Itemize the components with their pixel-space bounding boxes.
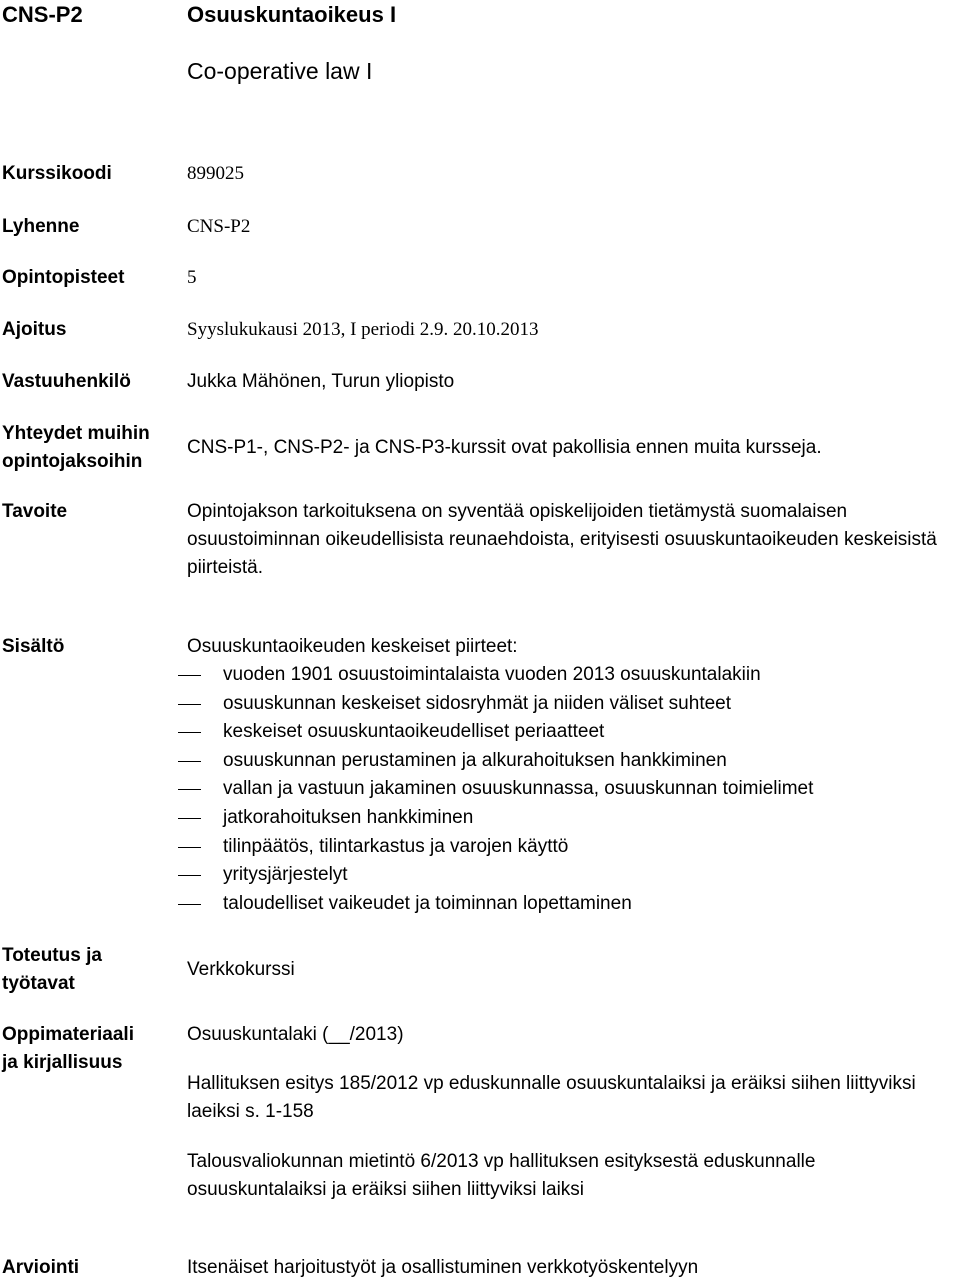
list-item: osuuskunnan keskeiset sidosryhmät ja niiden väliset suhteet — [187, 690, 957, 719]
value-arviointi: Itsenäiset harjoitustyöt ja osallistuminen verkkotyöskentelyyn — [187, 1257, 699, 1278]
list-item: keskeiset osuuskuntaoikeudelliset periaatteet — [187, 718, 957, 747]
dash-bullet-icon — [178, 818, 201, 819]
value-oppimateriaali-law: Osuuskuntalaki (__/2013) — [187, 1024, 404, 1045]
label-arviointi: Arviointi — [2, 1257, 80, 1278]
value-toteutus: Verkkokurssi — [187, 959, 295, 980]
dash-bullet-icon — [178, 875, 201, 876]
label-oppimateriaali-line1: Oppimateriaali — [2, 1024, 134, 1045]
value-oppimateriaali-report: Talousvaliokunnan mietintö 6/2013 vp hallituksen esityksestä eduskunnalle osuuskuntalaiksi ja eräiksi siihen liittyviksi laiksi — [187, 1151, 816, 1200]
label-oppimateriaali-line2: ja kirjallisuus — [2, 1052, 123, 1073]
value-kurssikoodi: 899025 — [187, 163, 244, 184]
course-subtitle: Co-operative law I — [187, 58, 373, 84]
course-code-heading: CNS-P2 — [2, 2, 83, 27]
dash-bullet-icon — [178, 704, 201, 705]
value-oppimateriaali-proposal: Hallituksen esitys 185/2012 vp eduskunnalle osuuskuntalaiksi ja eräiksi siihen liittyviksi laeiksi s. 1-158 — [187, 1073, 916, 1122]
list-item: tilinpäätös, tilintarkastus ja varojen käyttö — [187, 833, 957, 862]
dash-bullet-icon — [178, 904, 201, 905]
label-kurssikoodi: Kurssikoodi — [2, 163, 112, 184]
dash-bullet-icon — [178, 732, 201, 733]
label-tavoite: Tavoite — [2, 501, 68, 522]
label-lyhenne: Lyhenne — [2, 216, 80, 237]
label-toteutus — [2, 942, 180, 998]
value-lyhenne: CNS-P2 — [187, 216, 251, 237]
sisalto-intro: Osuuskuntaoikeuden keskeiset piirteet: — [187, 636, 518, 657]
list-item: vuoden 1901 osuustoimintalaista vuoden 2013 osuuskuntalakiin — [187, 661, 957, 690]
label-ajoitus: Ajoitus — [2, 319, 67, 340]
dash-bullet-icon — [178, 761, 201, 762]
sisalto-list — [187, 661, 957, 918]
value-yhteydet: CNS-P1-, CNS-P2- ja CNS-P3-kurssit ovat pakollisia ennen muita kursseja. — [187, 437, 822, 458]
label-vastuuhenkilo: Vastuuhenkilö — [2, 371, 131, 392]
course-title: Osuuskuntaoikeus I — [187, 2, 397, 27]
value-ajoitus: Syyslukukausi 2013, I periodi 2.9. 20.10.2013 — [187, 319, 539, 340]
dash-bullet-icon — [178, 847, 201, 848]
sisalto-block — [187, 633, 957, 918]
dash-bullet-icon — [178, 789, 201, 790]
label-yhteydet-line1: Yhteydet muihin — [2, 423, 150, 444]
label-yhteydet-line2: opintojaksoihin — [2, 451, 143, 472]
dash-bullet-icon — [178, 675, 201, 676]
list-item: yritysjärjestelyt — [187, 861, 957, 890]
label-yhteydet — [2, 420, 180, 476]
value-vastuuhenkilo: Jukka Mähönen, Turun yliopisto — [187, 371, 455, 392]
value-tavoite: Opintojakson tarkoituksena on syventää opiskelijoiden tietämystä suomalaisen osuustoiminnan oikeudellisista reunaehdoista, erityisesti osuuskuntaoikeuden keskeisistä piirteistä. — [187, 501, 937, 578]
label-sisalto: Sisältö — [2, 636, 65, 657]
list-item: vallan ja vastuun jakaminen osuuskunnassa, osuuskunnan toimielimet — [187, 775, 957, 804]
label-opintopisteet: Opintopisteet — [2, 267, 125, 288]
label-toteutus-line2: työtavat — [2, 973, 75, 994]
label-toteutus-line1: Toteutus ja — [2, 945, 102, 966]
label-oppimateriaali — [2, 1021, 180, 1077]
list-item: osuuskunnan perustaminen ja alkurahoituksen hankkiminen — [187, 747, 957, 776]
value-opintopisteet: 5 — [187, 267, 197, 288]
list-item: jatkorahoituksen hankkiminen — [187, 804, 957, 833]
list-item: taloudelliset vaikeudet ja toiminnan lopettaminen — [187, 890, 957, 919]
